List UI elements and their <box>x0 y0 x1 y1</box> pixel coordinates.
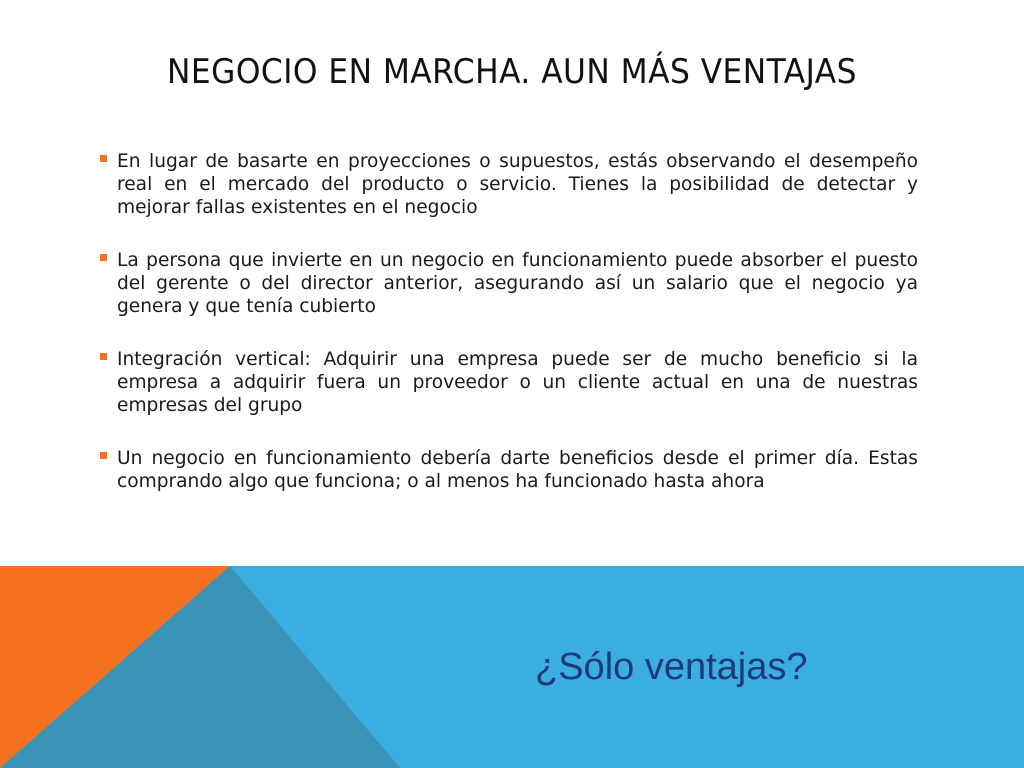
footer-caption: ¿Sólo ventajas? <box>535 646 808 688</box>
bullet-text: La persona que invierte en un negocio en funcionamiento puede absorber el puesto del gerente o del director anterior, asegurando así un salario que el negocio ya genera y que tenía cubierto <box>117 250 918 317</box>
square-bullet-icon <box>100 155 107 162</box>
footer-banner <box>0 566 1024 768</box>
bullet-item <box>100 348 918 417</box>
bullet-item <box>100 249 918 318</box>
bullet-text: Integración vertical: Adquirir una empresa puede ser de mucho beneficio si la empresa a adquirir fuera un proveedor o un cliente actual en una de nuestras empresas del grupo <box>117 349 918 416</box>
footer-banner-graphic <box>0 566 1024 768</box>
bullet-list <box>100 150 918 493</box>
bullet-item <box>100 150 918 219</box>
bullet-text: En lugar de basarte en proyecciones o supuestos, estás observando el desempeño real en el mercado del producto o servicio. Tienes la posibilidad de detectar y mejorar fallas existentes en el negocio <box>117 151 918 218</box>
bullet-text: Un negocio en funcionamiento debería darte beneficios desde el primer día. Estas comprando algo que funciona; o al menos ha funcionado hasta ahora <box>117 448 918 492</box>
square-bullet-icon <box>100 254 107 261</box>
square-bullet-icon <box>100 452 107 459</box>
slide-title: NEGOCIO EN MARCHA. AUN MÁS VENTAJAS <box>167 52 857 92</box>
bullet-item <box>100 447 918 493</box>
square-bullet-icon <box>100 353 107 360</box>
